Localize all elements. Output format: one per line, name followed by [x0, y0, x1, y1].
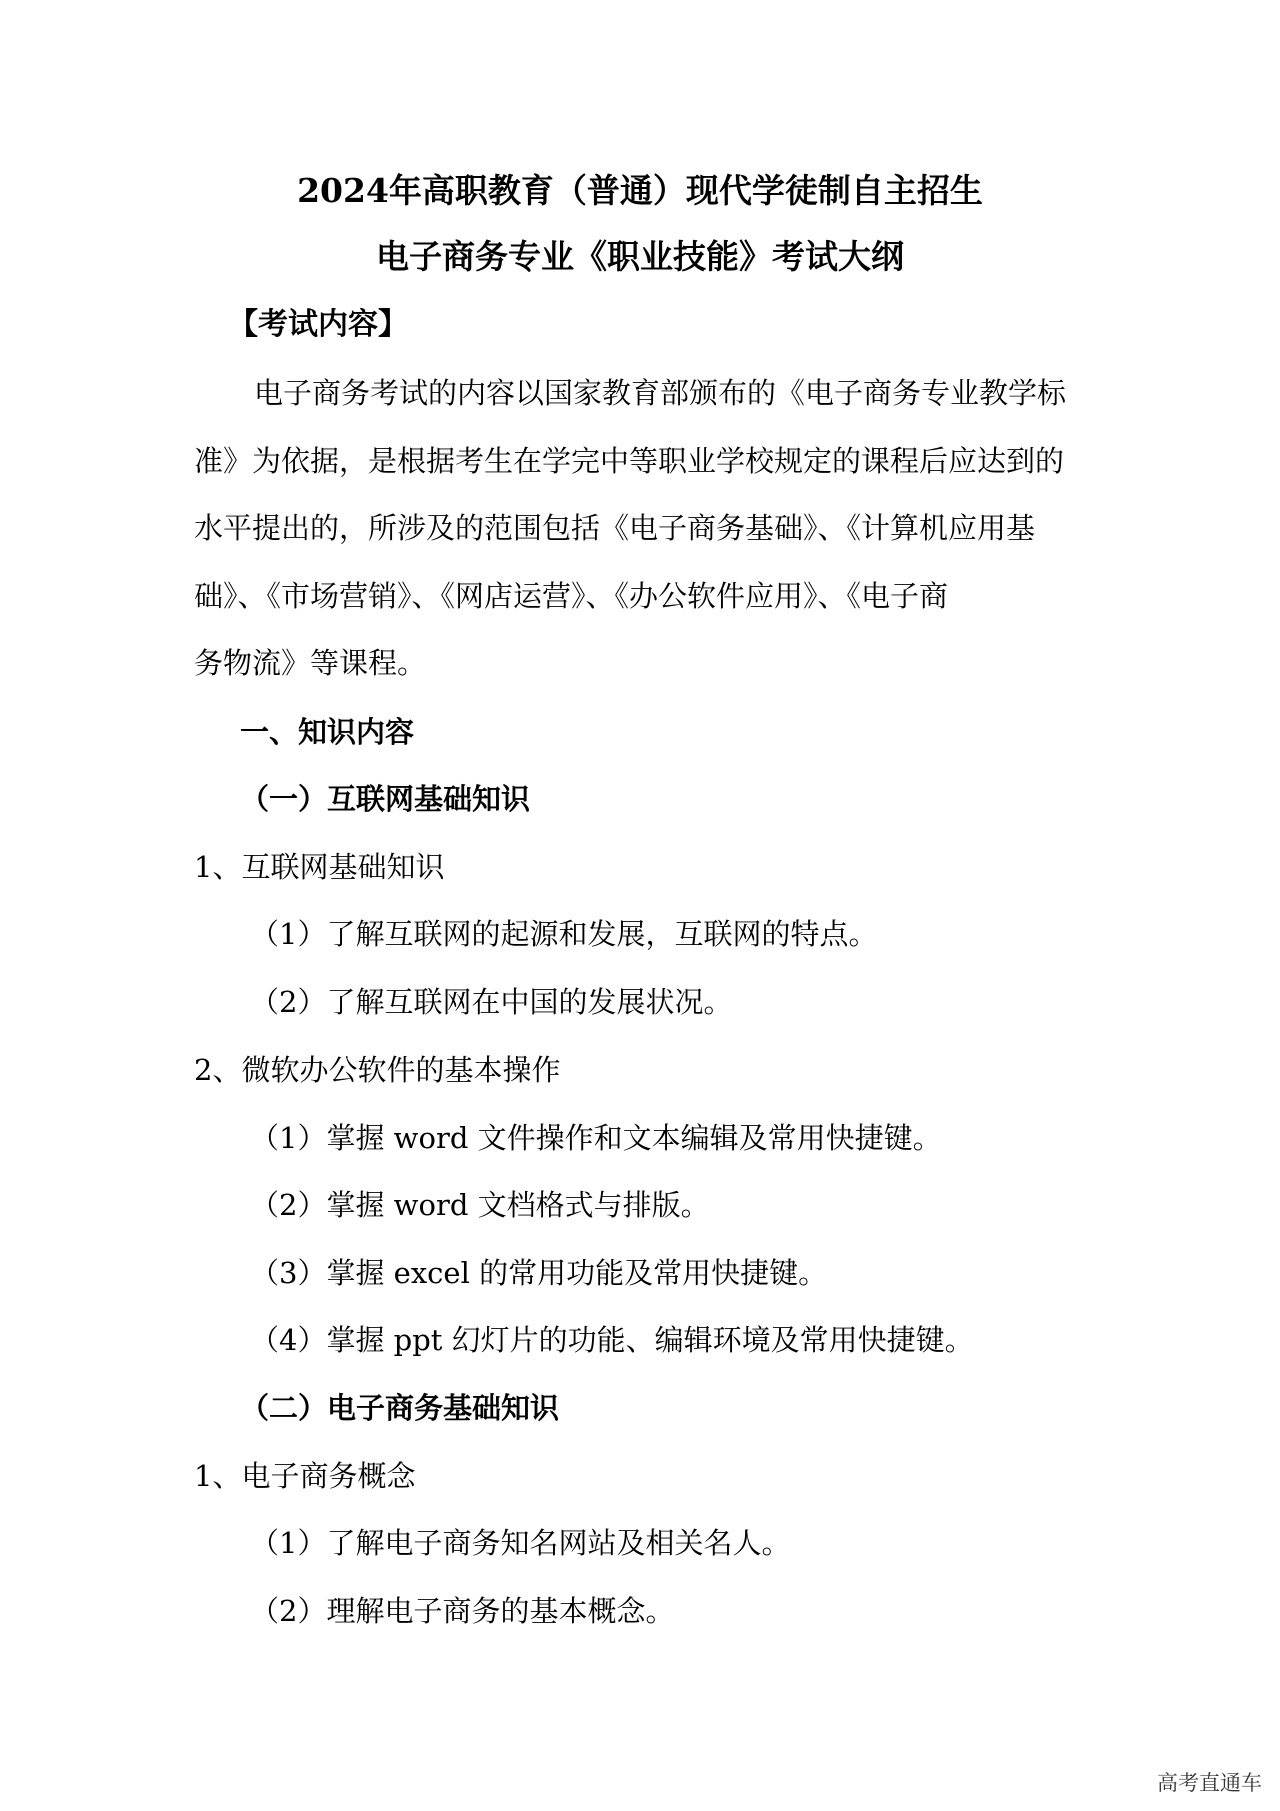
section-header: 【考试内容】	[228, 307, 408, 342]
watermark-text: 高考直通车	[1157, 1771, 1262, 1795]
subsection-heading: （二）电子商务基础知识	[240, 1391, 560, 1425]
item-point: （1）了解电子商务知名网站及相关名人。	[250, 1526, 791, 1560]
item-title: 1、电子商务概念	[194, 1459, 416, 1493]
item-point: （2）理解电子商务的基本概念。	[250, 1594, 675, 1628]
subsection-heading: （一）互联网基础知识	[240, 782, 531, 816]
intro-paragraph-line: 务物流》等课程。	[194, 646, 427, 680]
intro-paragraph-line: 电子商务考试的内容以国家教育部颁布的《电子商务专业教学标	[254, 376, 1067, 410]
item-point: （3）掌握 excel 的常用功能及常用快捷键。	[250, 1256, 828, 1290]
part-heading: 一、知识内容	[240, 715, 415, 749]
item-title: 2、微软办公软件的基本操作	[194, 1053, 561, 1087]
document-title-line-2: 电子商务专业《职业技能》考试大纲	[376, 237, 904, 276]
item-point: （1）了解互联网的起源和发展，互联网的特点。	[250, 917, 878, 951]
document-title-line-1: 2024年高职教育（普通）现代学徒制自主招生	[297, 171, 983, 210]
intro-paragraph-line: 水平提出的，所涉及的范围包括《电子商务基础》、《计算机应用基	[194, 511, 1036, 545]
intro-paragraph-line: 础》、《市场营销》、《网店运营》、《办公软件应用》、《电子商	[194, 579, 949, 613]
item-point: （4）掌握 ppt 幻灯片的功能、编辑环境及常用快捷键。	[250, 1323, 974, 1357]
intro-paragraph-line: 准》为依据，是根据考生在学完中等职业学校规定的课程后应达到的	[194, 444, 1065, 478]
item-point: （2）了解互联网在中国的发展状况。	[250, 985, 733, 1019]
item-title: 1、互联网基础知识	[194, 850, 445, 884]
item-point: （1）掌握 word 文件操作和文本编辑及常用快捷键。	[250, 1121, 942, 1155]
item-point: （2）掌握 word 文档格式与排版。	[250, 1188, 710, 1222]
